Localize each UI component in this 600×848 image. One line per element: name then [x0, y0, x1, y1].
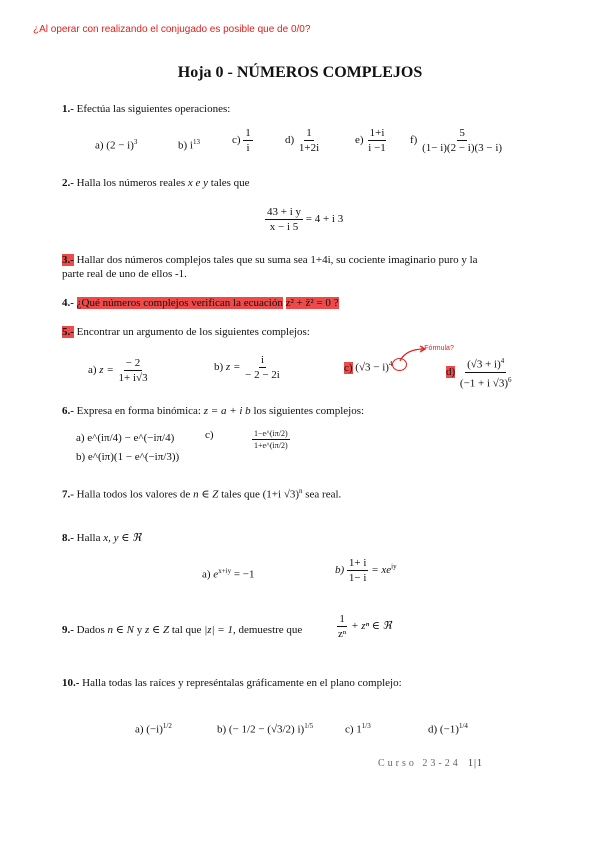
q7-text: Halla todos los valores de	[76, 488, 191, 501]
q2-statement	[62, 177, 250, 189]
q1-d-label: d)	[285, 134, 295, 147]
q1-b	[178, 138, 200, 152]
q10-number: 10.-	[62, 677, 80, 689]
q9-text4: demuestre que	[238, 624, 303, 636]
q6-text: Expresa en forma binómica:	[76, 405, 201, 417]
q10-d	[428, 722, 468, 736]
q5-d	[446, 354, 514, 390]
q9-statement	[62, 623, 302, 636]
q9-number: 9.-	[62, 624, 74, 636]
q5-b-label: b)	[214, 361, 224, 374]
q7-expr: (1+i √3)	[262, 488, 300, 501]
q5-c-exp: 4	[388, 360, 393, 368]
q8-b-label: b)	[335, 564, 345, 577]
q1-a-label: a)	[95, 139, 104, 152]
q9-text2: y	[136, 624, 143, 636]
q10-c-label: c)	[345, 723, 354, 736]
q5-statement	[62, 326, 310, 338]
q10-a-exp: 1/2	[162, 722, 172, 730]
q1-a	[95, 138, 137, 152]
q1-statement	[62, 103, 230, 115]
q6-text-end: los siguientes complejos:	[253, 405, 365, 417]
q8-b-den: 1− i	[348, 572, 367, 584]
q6-a	[76, 432, 174, 444]
q8-b-exp: iy	[391, 562, 397, 571]
q2-eq-rhs: = 4 + i 3	[305, 213, 344, 226]
q6-number: 6.-	[62, 405, 74, 417]
q10-a-expr: (−i)	[146, 723, 163, 736]
q10-b-expr: (− 1/2 − (√3/2) i)	[228, 723, 305, 736]
q8-statement	[62, 531, 141, 544]
q1-d-num: 1	[306, 127, 312, 139]
q1-e-label: e)	[355, 134, 364, 147]
q3-line2: parte real de uno de ellos -1.	[62, 268, 187, 280]
annotation-formula: ¿Fórmula?	[420, 345, 454, 352]
q6-c-den: 1+e^(iπ/2)	[254, 441, 288, 450]
q9-set1: n ∈ N	[107, 624, 135, 636]
q1-e-den: i −1	[368, 142, 386, 154]
q6-b	[76, 451, 179, 463]
q2-eq-num: 43 + i y	[267, 206, 302, 218]
q1-f-num: 5	[459, 127, 465, 139]
q8-number: 8.-	[62, 532, 74, 544]
q3-number: 3.-	[62, 254, 74, 266]
q10-b	[217, 722, 313, 736]
q8-set: x, y ∈ ℜ	[103, 532, 142, 544]
q5-a	[88, 356, 150, 385]
q1-b-expr: i	[189, 139, 193, 152]
q6-b-expr: e^(iπ)(1 − e^(−iπ/3))	[87, 451, 180, 463]
q10-text: Halla todas las raíces y represéntalas gráficamente en el plano complejo:	[82, 677, 402, 689]
q6-c	[252, 428, 290, 451]
q5-b-den: − 2 − 2i	[245, 369, 280, 381]
q9-rhs: + zⁿ ∈ ℜ	[351, 620, 392, 633]
q1-c	[232, 126, 253, 155]
q1-d-den: 1+2i	[298, 142, 320, 154]
q10-a	[135, 722, 172, 736]
q8-b	[335, 556, 397, 585]
q1-f-den: (1− i)(2 − i)(3 − i)	[422, 142, 503, 154]
q5-b-num: i	[260, 354, 265, 366]
q9-text1: Dados	[76, 624, 105, 636]
q1-b-label: b)	[178, 139, 188, 152]
q5-d-num: (√3 + i)	[467, 358, 501, 371]
q1-text: Efectúa las siguientes operaciones:	[76, 103, 231, 115]
q8-a	[202, 567, 255, 581]
q10-c-exp: 1/3	[361, 722, 371, 730]
q5-d-den: (−1 + i √3)	[459, 377, 508, 390]
q1-number: 1.-	[62, 103, 74, 115]
q7-set: n ∈ Z	[193, 488, 219, 501]
q9-text3: tal que	[171, 624, 202, 636]
q10-d-expr: (−1)	[439, 723, 459, 736]
q5-c-expr: (√3 − i)	[355, 361, 389, 374]
q7-exp: n	[299, 487, 303, 495]
q5-a-lhs: z =	[99, 364, 114, 377]
q1-f-label: f)	[410, 134, 418, 147]
q8-a-label: a)	[202, 568, 211, 581]
q4-text: ¿Qué números complejos verifican la ecuación	[76, 297, 283, 309]
q5-a-num: − 2	[125, 357, 141, 369]
q2-text: Halla los números reales	[76, 177, 186, 189]
q1-a-expr: (2 − i)	[106, 139, 134, 152]
q6-c-label: c)	[205, 429, 214, 441]
q4-statement	[62, 297, 339, 309]
q9-expr	[336, 612, 392, 641]
q6-a-expr: e^(iπ/4) − e^(−iπ/4)	[87, 432, 175, 444]
q5-d-num-exp: 4	[500, 357, 505, 365]
q10-b-label: b)	[217, 723, 227, 736]
footer-course: Curso 23-24	[378, 758, 461, 769]
q8-a-expr: e	[213, 568, 219, 581]
q1-e	[355, 126, 388, 155]
q7-statement	[62, 487, 341, 501]
q4-equation: z² + z̄² = 0 ?	[285, 297, 339, 309]
q8-text: Halla	[76, 532, 101, 544]
q2-equation	[265, 205, 343, 234]
q8-a-rhs: = −1	[233, 568, 255, 581]
q5-d-den-exp: 6	[508, 375, 512, 384]
q7-text-mid: tales que	[221, 488, 260, 501]
q5-number: 5.-	[62, 326, 74, 338]
q5-text: Encontrar un argumento de los siguientes complejos:	[76, 326, 310, 338]
q10-b-exp: 1/5	[304, 722, 314, 730]
q3-text2: , su cociente imaginario puro y la	[330, 254, 478, 266]
q5-c-label: c)	[344, 361, 353, 374]
q3-text1: Hallar dos números complejos tales que su suma sea	[76, 254, 308, 266]
q2-vars: x e y	[187, 177, 209, 189]
top-note: ¿Al operar con realizando el conjugado es posible que de 0/0?	[33, 24, 311, 35]
q2-eq-den: x − i 5	[269, 221, 299, 233]
q1-b-exp: 13	[192, 138, 200, 146]
q10-d-label: d)	[428, 723, 438, 736]
q6-form: z = a + i b	[203, 405, 251, 417]
q6-statement	[62, 405, 364, 417]
q5-b	[214, 353, 282, 382]
q1-d	[285, 126, 321, 155]
q10-c-expr: 1	[356, 723, 362, 736]
q9-frac-den: zⁿ	[338, 628, 347, 640]
q1-c-den: i	[246, 142, 250, 154]
q1-c-num: 1	[245, 127, 251, 139]
q8-b-rhs: = xe	[371, 564, 392, 577]
q5-d-label: d)	[446, 365, 456, 378]
q3-statement	[62, 254, 478, 266]
q10-statement	[62, 677, 402, 689]
q5-a-den: 1+ i√3	[118, 372, 148, 384]
page-title: Hoja 0 - NÚMEROS COMPLEJOS	[177, 64, 423, 81]
q9-frac-num: 1	[339, 613, 345, 625]
q1-a-exp: 3	[133, 138, 138, 146]
q1-e-num: 1+i	[369, 127, 385, 139]
q7-number: 7.-	[62, 488, 74, 501]
q6-a-label: a)	[76, 432, 85, 444]
q8-a-exp: x+iy	[218, 567, 232, 575]
q6-b-label: b)	[76, 451, 86, 463]
q2-text-end: tales que	[210, 177, 250, 189]
q1-f	[410, 126, 504, 155]
q10-a-label: a)	[135, 723, 144, 736]
footer-page: 1|1	[468, 758, 484, 769]
q1-c-label: c)	[232, 134, 241, 147]
q5-b-lhs: z =	[225, 361, 241, 374]
q9-set2: z ∈ Z	[145, 624, 170, 636]
q9-cond: |z| = 1,	[204, 624, 236, 636]
q10-d-exp: 1/4	[458, 722, 468, 730]
q10-c	[345, 722, 371, 736]
q2-number: 2.-	[62, 177, 74, 189]
q4-number: 4.-	[62, 297, 74, 309]
q5-c	[344, 360, 392, 374]
q8-b-num: 1+ i	[348, 557, 367, 569]
q6-c-num: 1−e^(iπ/2)	[254, 429, 288, 438]
q3-sum: 1+4i	[310, 254, 331, 266]
q5-a-label: a)	[88, 364, 97, 377]
q7-text-end: sea real.	[305, 488, 342, 501]
